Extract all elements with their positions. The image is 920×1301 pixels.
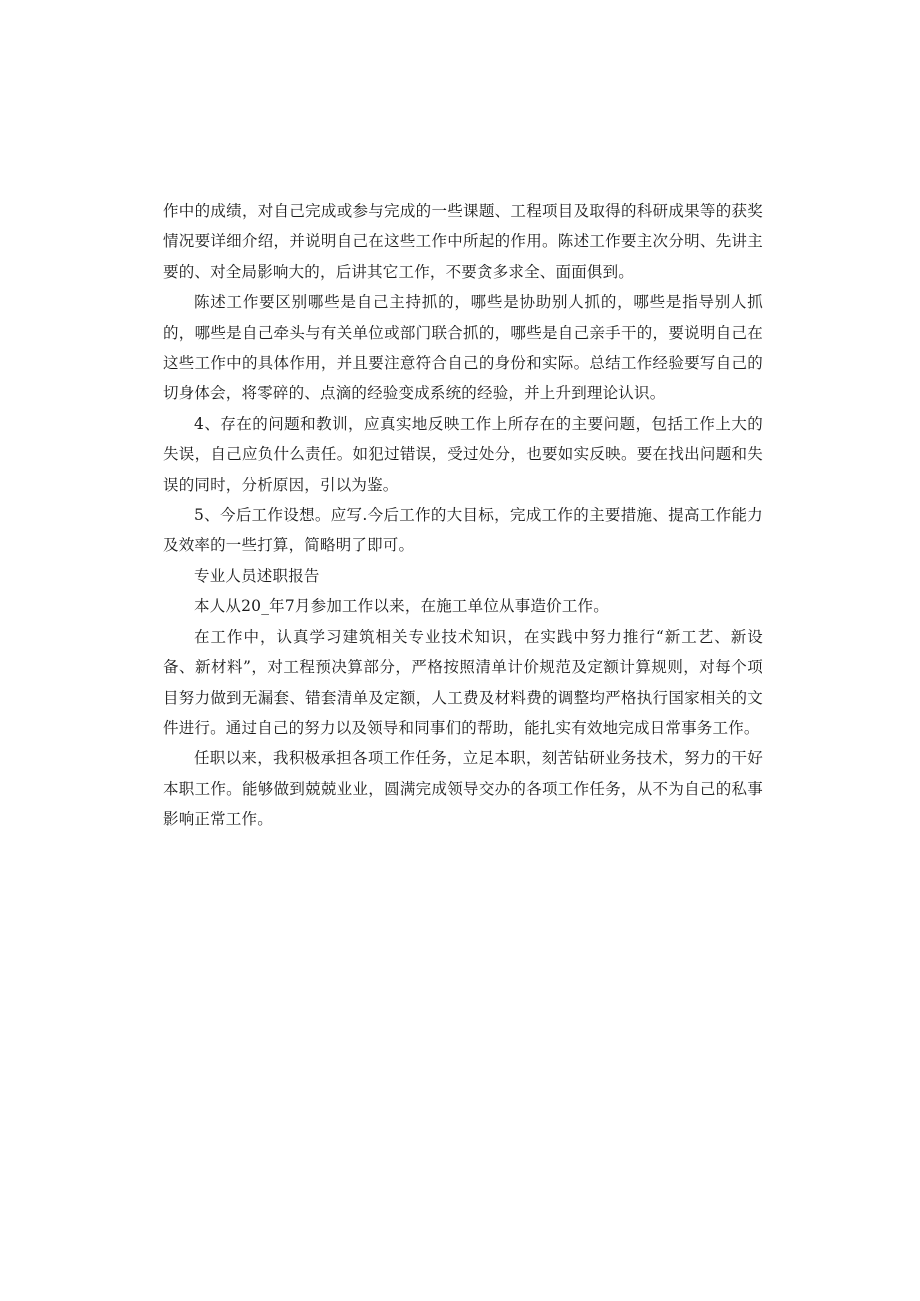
paragraph-work-distinction: 陈述工作要区别哪些是自己主持抓的，哪些是协助别人抓的，哪些是指导别人抓的，哪些是自己牵头与有关单位或部门联合抓的，哪些是自己亲手干的，要说明自己在这些工作中的具体作用，并且要注意符合自己的身份和实际。总结工作经验要写自己的切身体会，将零碎的、点滴的经验变成系统的经验，并上升到理论认识。	[163, 293, 763, 403]
paragraph-work-details: 在工作中，认真学习建筑相关专业技术知识，在实践中努力推行“新工艺、新设备、新材料”，对工程预决算部分，严格按照清单计价规范及定额计算规则，对每个项目努力做到无漏套、错套清单及定额，人工费及材料费的调整均严格执行国家相关的文件进行。通过自己的努力以及领导和同事们的帮助，能扎实有效地完成日常事务工作。	[163, 627, 763, 737]
paragraph-problems-lessons: 4、存在的问题和教训，应真实地反映工作上所存在的主要问题，包括工作上大的失误，自己应负什么责任。如犯过错误，受过处分，也要如实反映。要在找出问题和失误的同时，分析原因，引以为鉴。	[163, 414, 763, 494]
section-heading: 专业人员述职报告	[194, 566, 320, 585]
paragraph-continuation: 作中的成绩，对自己完成或参与完成的一些课题、工程项目及取得的科研成果等的获奖情况要详细介绍，并说明自己在这些工作中所起的作用。陈述工作要主次分明、先讲主要的、对全局影响大的，后讲其它工作，不要贪多求全、面面俱到。	[163, 202, 763, 281]
paragraph-intro: 本人从20_年7月参加工作以来，在施工单位从事造价工作。	[194, 597, 609, 616]
paragraph-tenure: 任职以来，我积极承担各项工作任务，立足本职，刻苦钻研业务技术，努力的干好本职工作。能够做到兢兢业业，圆满完成领导交办的各项工作任务，从不为自己的私事影响正常工作。	[163, 749, 763, 829]
paragraph-future-plans: 5、今后工作设想。应写.今后工作的大目标，完成工作的主要措施、提高工作能力及效率的一些打算，简略明了即可。	[163, 506, 763, 555]
document-body	[163, 196, 763, 835]
